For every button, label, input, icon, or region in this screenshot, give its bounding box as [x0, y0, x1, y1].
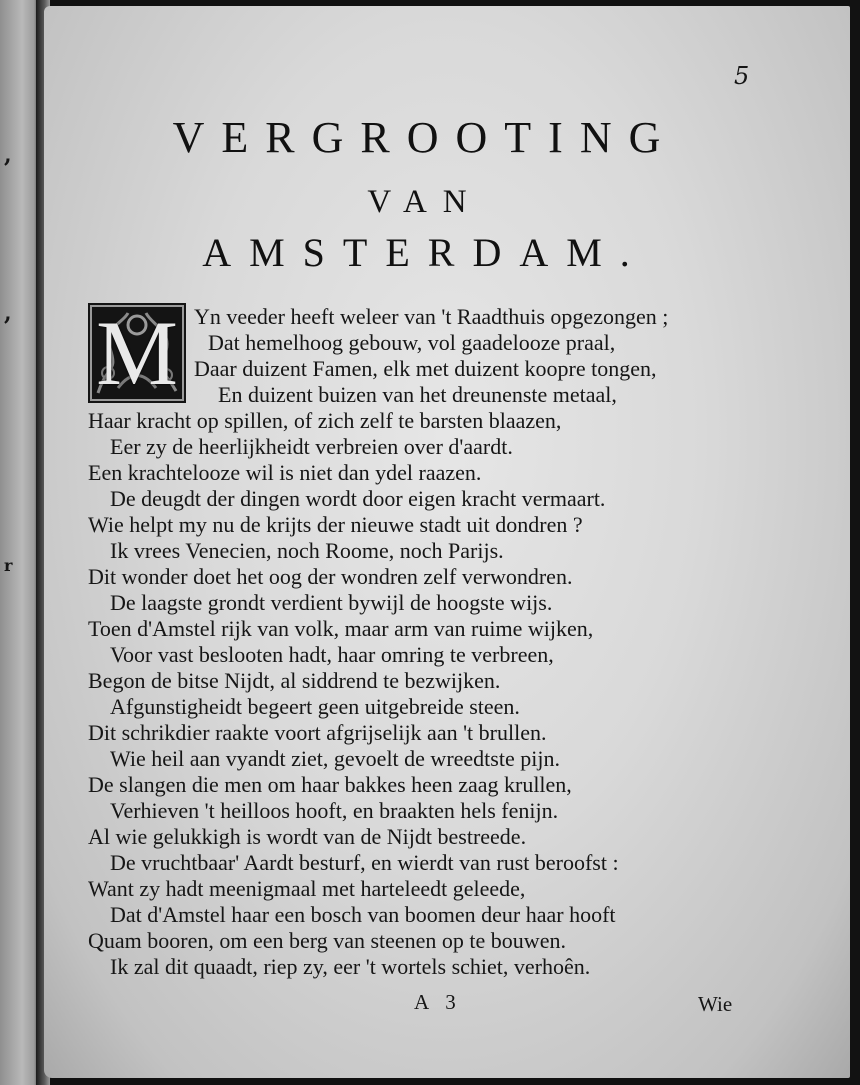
catchword: Wie — [698, 992, 733, 1016]
poem-line: Yn veeder heeft weleer van 't Raadthuis opgezongen ; — [194, 304, 669, 329]
poem-line: Voor vast beslooten hadt, haar omring te verbreen, — [110, 642, 554, 667]
poem-line: Ik zal dit quaadt, riep zy, eer 't wortels schiet, verhoên. — [110, 954, 591, 979]
poem-line: De laagste grondt verdient bywijl de hoogste wijs. — [110, 590, 553, 615]
poem-line: De vruchtbaar' Aardt besturf, en wierdt van rust beroofst : — [110, 850, 619, 875]
poem-line: Daar duizent Famen, elk met duizent koopre tongen, — [194, 356, 657, 381]
left-page-mark: , — [4, 142, 12, 168]
poem-line: Al wie gelukkigh is wordt van de Nijdt bestreede. — [88, 824, 527, 849]
poem-line: De slangen die men om haar bakkes heen zaag krullen, — [88, 772, 572, 797]
poem-line: Ik vrees Venecien, noch Roome, noch Parijs. — [110, 538, 504, 563]
poem-line: Afgunstigheidt begeert geen uitgebreide steen. — [110, 694, 520, 719]
left-page-edge — [0, 0, 40, 1085]
poem-line: Want zy hadt meenigmaal met harteleedt geleede, — [88, 876, 526, 901]
poem-line: Dit schrikdier raakte voort afgrijselijk aan 't brullen. — [88, 720, 547, 745]
poem-line: Begon de bitse Nijdt, al siddrend te bezwijken. — [88, 668, 501, 693]
poem-line: Quam booren, om een berg van steenen op te bouwen. — [88, 928, 566, 953]
poem-line: Wie helpt my nu de krijts der nieuwe stadt uit dondren ? — [88, 512, 583, 537]
signature-mark: A 3 — [414, 990, 462, 1014]
title-line-amsterdam: AMSTERDAM. — [202, 230, 648, 275]
title-line-van: VAN — [367, 184, 483, 220]
poem-line: En duizent buizen van het dreunenste metaal, — [218, 382, 617, 407]
poem-line: Dat hemelhoog gebouw, vol gaadelooze praal, — [208, 330, 616, 355]
right-page-edge — [850, 0, 860, 1085]
left-page-mark: r — [4, 556, 13, 575]
poem-line: Wie heil aan vyandt ziet, gevoelt de wreedtste pijn. — [110, 746, 560, 771]
decorated-initial — [88, 303, 186, 403]
poem-line: Verhieven 't heilloos hooft, en braakten hels fenijn. — [110, 798, 559, 823]
page-number: 5 — [734, 62, 750, 90]
title-line-vergrooting: VERGROOTING — [172, 113, 678, 162]
left-page-mark: , — [4, 300, 12, 326]
poem-line: Dit wonder doet het oog der wondren zelf verwondren. — [88, 564, 573, 589]
poem-line: Een krachtelooze wil is niet dan ydel raazen. — [88, 460, 482, 485]
initial-letter: M — [96, 303, 178, 403]
poem-line: Toen d'Amstel rijk van volk, maar arm van ruime wijken, — [88, 616, 594, 641]
poem-line: Haar kracht op spillen, of zich zelf te barsten blaazen, — [88, 408, 562, 433]
poem-line: Dat d'Amstel haar een bosch van boomen deur haar hooft — [110, 902, 616, 927]
poem-line: De deugdt der dingen wordt door eigen kracht vermaart. — [110, 486, 606, 511]
poem-line: Eer zy de heerlijkheidt verbreien over d'aardt. — [110, 434, 513, 459]
